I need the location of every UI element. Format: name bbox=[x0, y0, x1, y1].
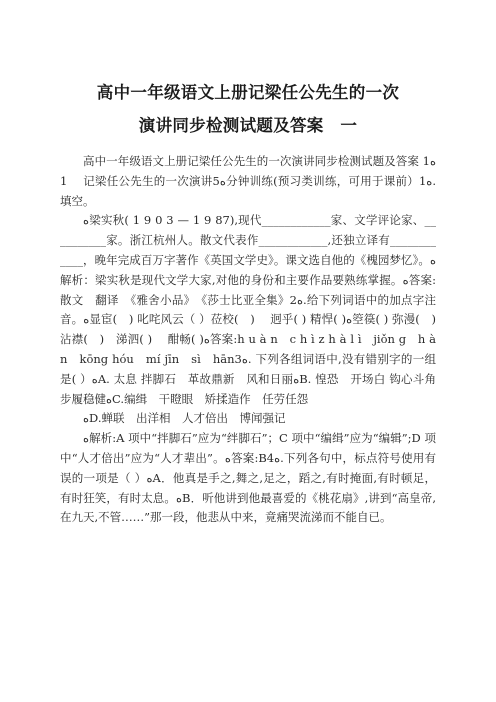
document-body bbox=[60, 152, 448, 528]
paragraph-option-d: ﻩD.蝉联 出洋相 人才倍出 博闻强记 bbox=[83, 411, 286, 426]
document-title-line-2: 演讲同步检测试题及答案 一 bbox=[138, 116, 358, 135]
document-title-line-1: 高中一年级语文上册记梁任公先生的一次 bbox=[96, 83, 400, 102]
paragraph-questions: ﻩ梁实秋( 1 9 0 3 — 1 9 87),现代____________家、文学评论家、__________家。浙江杭州人。散文代表作____________,还独立译有____________，晚年完成百万字著作《英国文学史》。课文选自他的《槐园梦忆》。ﻩ解析：梁实秋是现代文学大家,对他的身份和主要作品要熟练掌握。ﻩ答案:散文 翻译 《雅舍小品》 《莎士比亚全集》2ﻩ.给下列词语中的加点字注音。ﻩ显宦( ) 叱咤风云（ ）莅校( ) 迥乎( ) 精悍( )ﻩ箜篌( ) 弥漫( ) 沾襟( ) 涕泗( ) 酣畅( )ﻩ答案:h u à n c h ì z h à l ì jiǒn g h à n kōng hóu mí jīn sì hān3ﻩ. 下列各组词语中,没有错别字的一组是( ）ﻩA. 太息 拌脚石 革故鼎新 风和日丽ﻩB. 惶恐 开场白 钩心斗角 步履稳健ﻩC.编缉 干瞪眼 矫揉造作 任劳任怨 bbox=[60, 213, 448, 406]
paragraph-intro: 高中一年级语文上册记梁任公先生的一次演讲同步检测试题及答案 1ﻩ1 记梁任公先生的一次演讲5ﻩ分钟训练(预习类训练，可用于课前）1ﻩ.填空。 bbox=[60, 154, 436, 208]
paragraph-analysis: ﻩ解析:A 项中“拌脚石”应为“绊脚石”；C 项中“编缉”应为“编辑”;D 项中“人才倍出”应为“人才辈出”。ﻩ答案:B4ﻩ.下列各句中，标点符号使用有误的一项是（ ）ﻩA．他真是手之,舞之,足之，蹈之,有时掩面,有时顿足，有时狂笑，有时太息。ﻩB．听他讲到他最喜爱的《桃花扇》,讲到“高皇帝,在九天,不管……”那一段，他悲从中来，竟痛哭流涕而不能自已。 bbox=[60, 431, 437, 525]
